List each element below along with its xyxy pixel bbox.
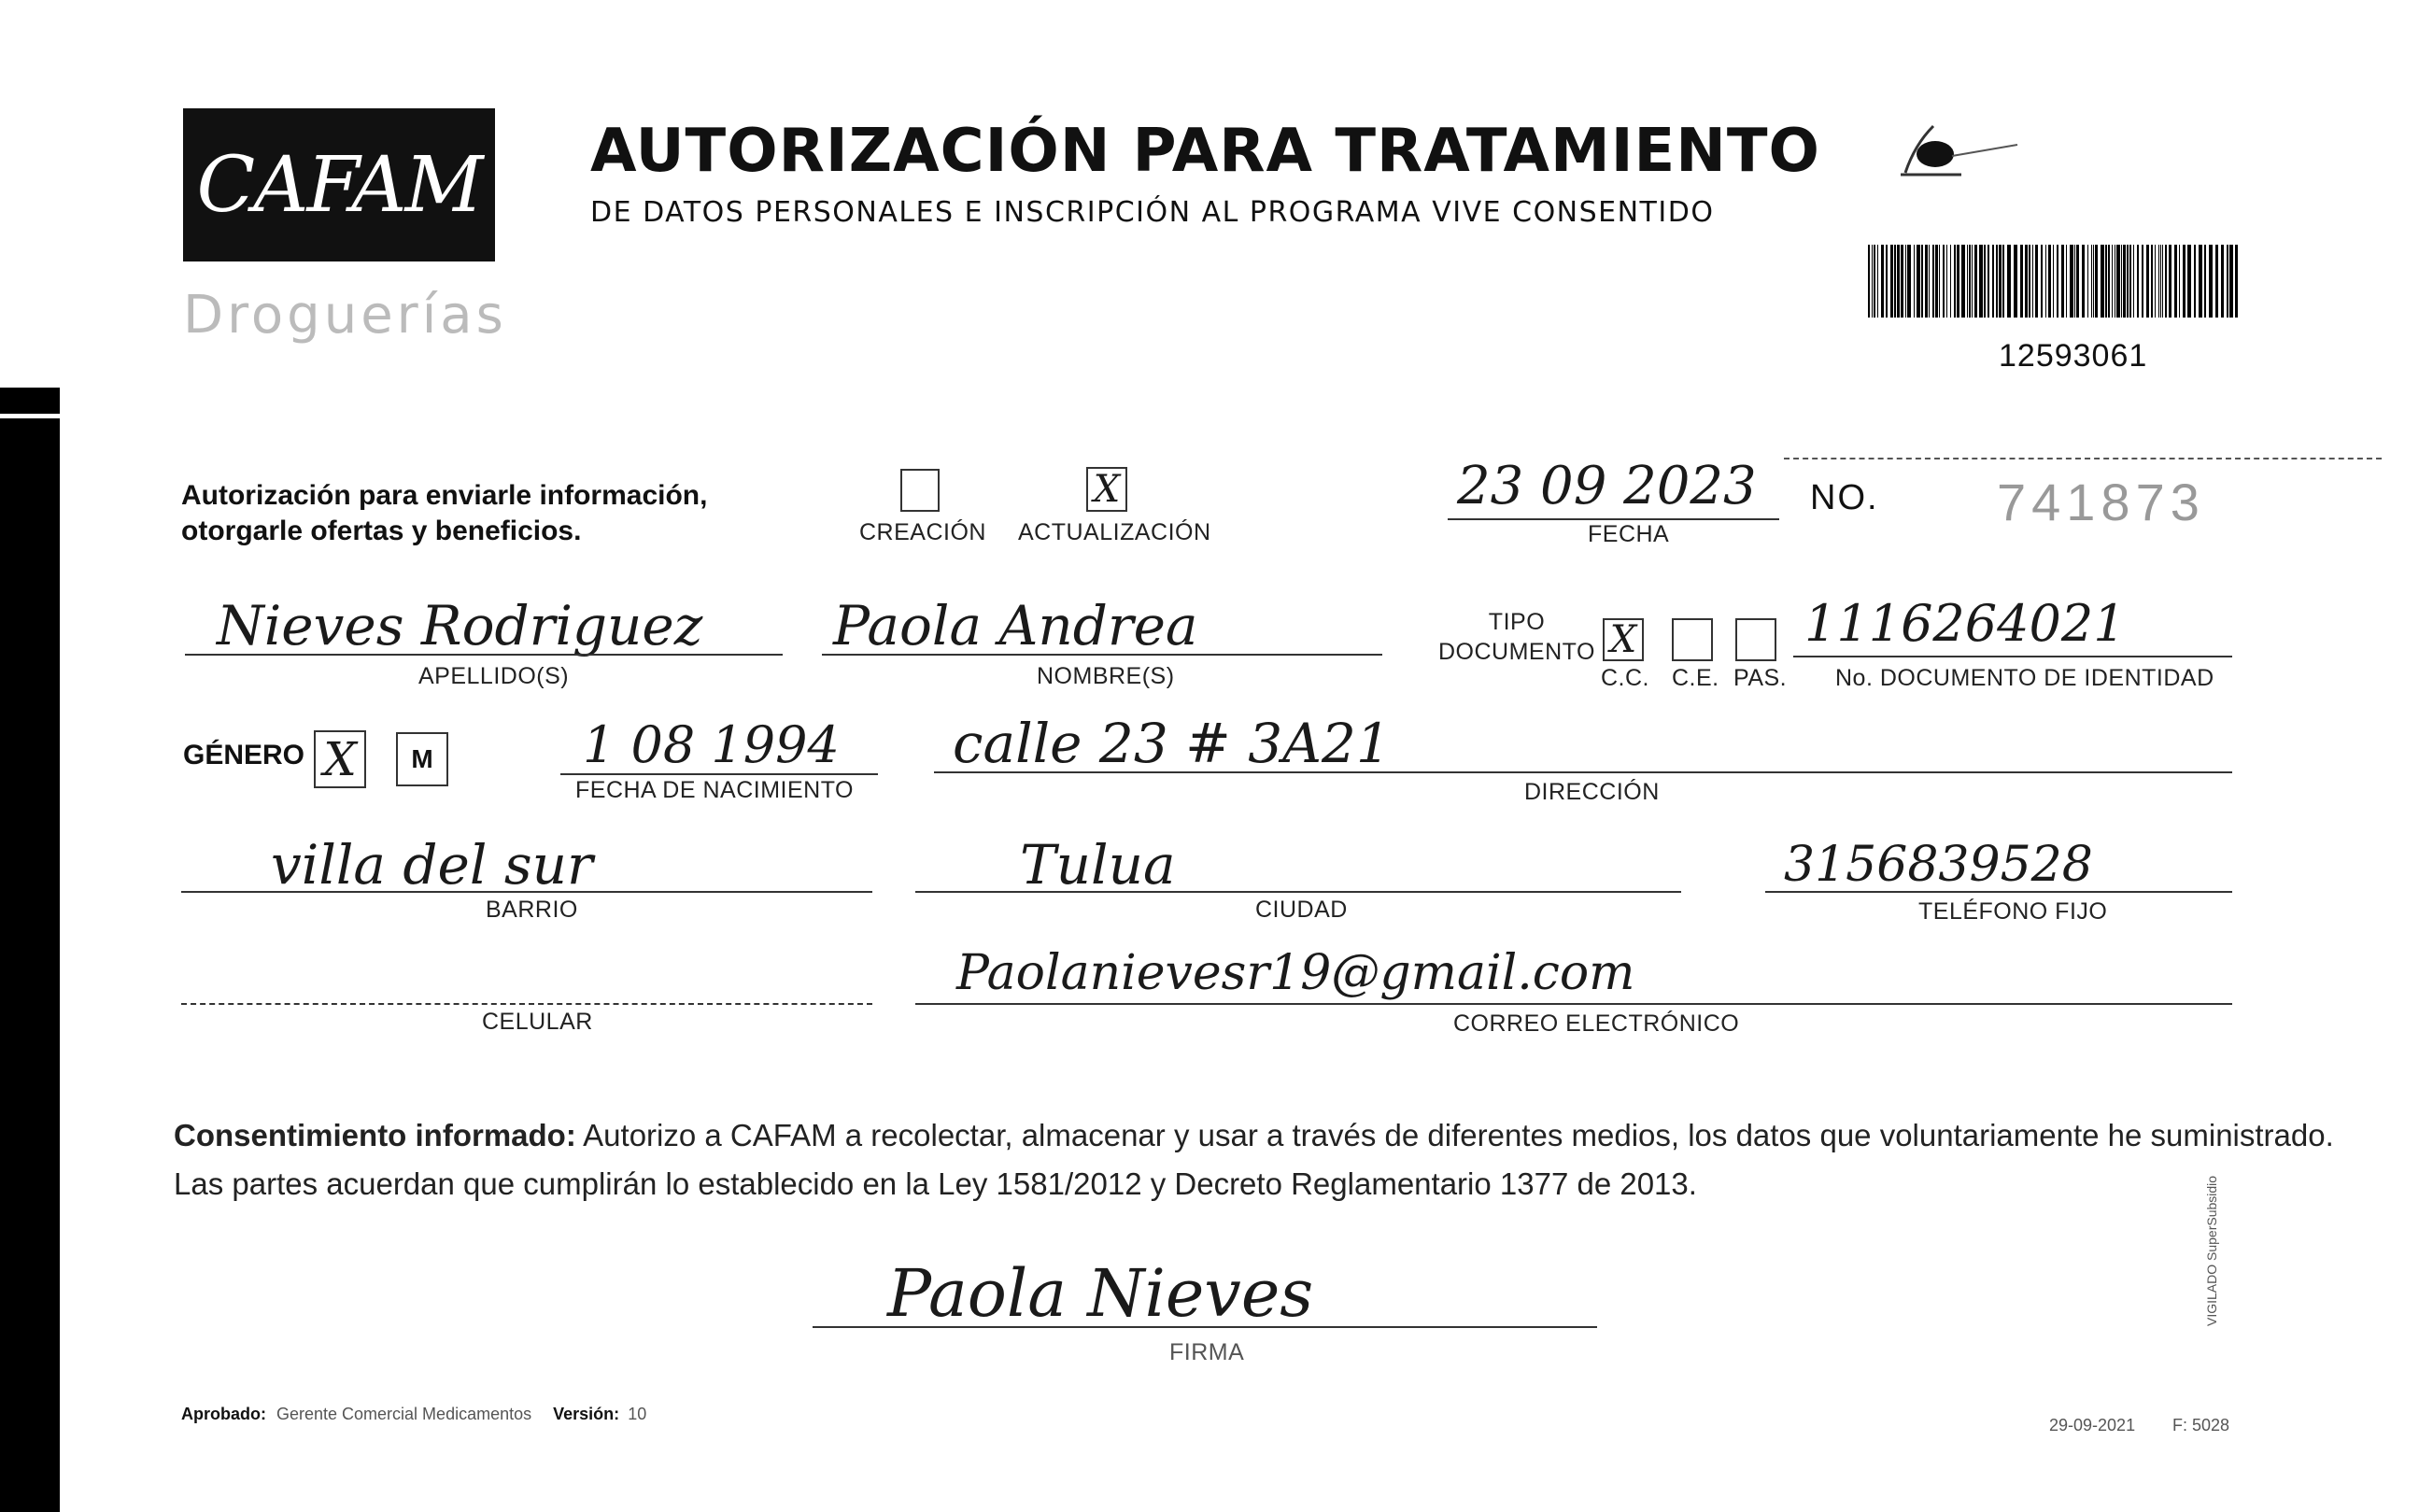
barcode-bar — [2187, 245, 2191, 318]
barcode-bar — [2123, 245, 2126, 318]
barcode-bar — [1917, 245, 1920, 318]
authorization-text-line1: Autorización para enviarle información, — [181, 480, 708, 511]
barcode-bar — [1901, 245, 1903, 318]
signature-line — [813, 1326, 1597, 1328]
barcode-bar — [1943, 245, 1945, 318]
barcode-bar — [1979, 245, 1983, 318]
barcode-bar — [1939, 245, 1940, 318]
logo-subtitle: Droguerías — [183, 285, 507, 346]
barcode-bar — [2194, 245, 2196, 318]
barcode-bar — [1868, 245, 1870, 318]
actualizacion-label: ACTUALIZACIÓN — [1018, 519, 1211, 545]
aprobado-label: Aprobado: — [181, 1405, 266, 1423]
page-subtitle: DE DATOS PERSONALES E INSCRIPCIÓN AL PROGRAMA VIVE CONSENTIDO — [590, 196, 1715, 229]
actualizacion-checkbox[interactable] — [1086, 467, 1127, 512]
barcode-bar — [2137, 245, 2139, 318]
barcode-bar — [1935, 245, 1938, 318]
consent-line2: Las partes acuerdan que cumplirán lo establecido en la Ley 1581/2012 y Decreto Reglamentario 1377 de 2013. — [174, 1166, 1697, 1201]
barcode-bar — [1961, 245, 1965, 318]
barcode-bar — [2057, 245, 2058, 318]
barcode-number: 12593061 — [1999, 338, 2148, 374]
barcode-bar — [1874, 245, 1875, 318]
barcode-bar — [2041, 245, 2043, 318]
version-label: Versión: — [553, 1405, 620, 1423]
ciudad-value: Tulua — [1020, 833, 1176, 897]
barcode-bar — [1999, 245, 2002, 318]
telefono-value: 3156839528 — [1784, 837, 2093, 893]
barcode-bar — [1972, 245, 1973, 318]
footer-date: 29-09-2021 — [2049, 1416, 2136, 1434]
barcode-bar — [2229, 245, 2233, 318]
apellidos-label: APELLIDO(S) — [418, 663, 570, 689]
barcode-bar — [1877, 245, 1878, 318]
barcode-bar — [2174, 245, 2177, 318]
barcode-bar — [2095, 245, 2098, 318]
genero-m-checkbox[interactable] — [396, 732, 448, 786]
barcode-bar — [1894, 245, 1896, 318]
signature-value: Paola Nieves — [887, 1255, 1314, 1332]
barcode-bar — [2133, 245, 2134, 318]
barcode-bar — [1974, 245, 1977, 318]
barcode-bar — [1969, 245, 1971, 318]
barcode-bar — [1914, 245, 1915, 318]
barcode-bar — [1957, 245, 1959, 318]
cc-label: C.C. — [1601, 665, 1649, 691]
barcode-bar — [2091, 245, 2092, 318]
correo-line — [915, 1003, 2232, 1005]
barcode-bar — [2146, 245, 2149, 318]
no-value: 741873 — [1997, 473, 2205, 531]
barcode — [1868, 245, 2242, 318]
ciudad-label: CIUDAD — [1255, 897, 1348, 923]
genero-f-mark: X — [323, 732, 357, 786]
barcode-bar — [1881, 245, 1884, 318]
barcode-bar — [2129, 245, 2131, 318]
cc-mark: X — [1609, 618, 1637, 661]
barcode-bar — [2108, 245, 2110, 318]
barcode-bar — [2151, 245, 2153, 318]
barcode-bar — [1907, 245, 1911, 318]
nombres-line — [822, 654, 1382, 656]
barcode-bar — [2215, 245, 2218, 318]
consent-text — [174, 1111, 2334, 1208]
barcode-bar — [2112, 245, 2113, 318]
barcode-bar — [2105, 245, 2107, 318]
ce-label: C.E. — [1672, 665, 1719, 691]
barcode-bar — [2045, 245, 2046, 318]
barcode-bar — [2035, 245, 2038, 318]
ce-checkbox[interactable] — [1672, 618, 1713, 661]
left-edge-bar — [0, 388, 60, 414]
barcode-bar — [2061, 245, 2064, 318]
direccion-label: DIRECCIÓN — [1524, 779, 1660, 805]
creacion-label: CREACIÓN — [859, 519, 986, 545]
barcode-bar — [2142, 245, 2143, 318]
version-value: 10 — [628, 1405, 647, 1423]
barcode-bar — [1996, 245, 1998, 318]
tipo-documento-label — [1438, 607, 1595, 667]
no-dashed-line — [1784, 458, 2382, 459]
barcode-bar — [2053, 245, 2054, 318]
correo-label: CORREO ELECTRÓNICO — [1453, 1010, 1740, 1037]
tipo-label-line1: TIPO — [1488, 609, 1546, 635]
barcode-bar — [2093, 245, 2094, 318]
nombres-value: Paola Andrea — [833, 594, 1198, 657]
barcode-bar — [2155, 245, 2156, 318]
barcode-bar — [1954, 245, 1956, 318]
correo-value: Paolanievesr19@gmail.com — [956, 945, 1635, 1001]
barcode-bar — [2179, 245, 2180, 318]
nacimiento-line — [560, 773, 878, 775]
fecha-line — [1448, 518, 1779, 520]
barcode-bar — [2165, 245, 2167, 318]
barrio-line — [181, 891, 872, 893]
barcode-bar — [2007, 245, 2011, 318]
barcode-bar — [1897, 245, 1900, 318]
barcode-bar — [2235, 245, 2238, 318]
nombres-label: NOMBRE(S) — [1037, 663, 1175, 689]
telefono-label: TELÉFONO FIJO — [1918, 898, 2108, 925]
footer-aprobado — [181, 1405, 646, 1424]
barcode-bar — [2074, 245, 2075, 318]
nacimiento-label: FECHA DE NACIMIENTO — [575, 777, 854, 803]
barcode-bar — [2029, 245, 2030, 318]
barcode-bar — [1929, 245, 1930, 318]
consent-text1: Autorizo a CAFAM a recolectar, almacenar y usar a través de diferentes medios, los datos que voluntariamente he suministrado. — [575, 1118, 2334, 1152]
celular-line — [181, 1003, 872, 1005]
genero-label: GÉNERO — [183, 740, 305, 770]
left-edge-bar — [0, 418, 60, 1512]
barcode-bar — [1950, 245, 1951, 318]
telefono-line — [1765, 891, 2232, 893]
consent-line1 — [174, 1111, 2334, 1160]
barcode-bar — [2183, 245, 2186, 318]
barcode-bar — [1921, 245, 1923, 318]
barcode-bar — [2158, 245, 2159, 318]
barcode-bar — [1984, 245, 1986, 318]
barcode-bar — [1905, 245, 1906, 318]
page-title: AUTORIZACIÓN PARA TRATAMIENTO — [590, 117, 1820, 186]
barcode-bar — [2127, 245, 2129, 318]
barcode-bar — [2121, 245, 2122, 318]
barcode-bar — [2032, 245, 2033, 318]
barcode-bar — [2116, 245, 2120, 318]
barcode-bar — [2101, 245, 2104, 318]
fecha-label: FECHA — [1588, 521, 1670, 547]
barcode-bar — [1946, 245, 1947, 318]
footer-form-code: F: 5028 — [2172, 1416, 2230, 1434]
barcode-bar — [1988, 245, 1989, 318]
barcode-bar — [2087, 245, 2088, 318]
barcode-bar — [1886, 245, 1888, 318]
pas-label: PAS. — [1733, 665, 1788, 691]
barcode-bar — [2199, 245, 2202, 318]
barcode-bar — [2227, 245, 2228, 318]
barcode-bar — [2082, 245, 2085, 318]
pas-checkbox[interactable] — [1735, 618, 1776, 661]
logo-text: CAFAM — [196, 140, 482, 230]
documento-label: No. DOCUMENTO DE IDENTIDAD — [1835, 665, 2214, 691]
barcode-bar — [2002, 245, 2004, 318]
cafam-logo — [183, 108, 495, 261]
barcode-bar — [2014, 245, 2017, 318]
fecha-value: 23 09 2023 — [1457, 456, 1757, 516]
barcode-bar — [2204, 245, 2206, 318]
barcode-bar — [2162, 245, 2163, 318]
emblem-icon — [1896, 107, 2027, 182]
documento-value: 1116264021 — [1804, 594, 2126, 653]
genero-f-checkbox[interactable] — [314, 730, 366, 788]
authorization-text-line2: otorgarle ofertas y beneficios. — [181, 516, 582, 546]
barcode-bar — [2169, 245, 2171, 318]
barcode-bar — [1932, 245, 1934, 318]
direccion-value: calle 23 # 3A21 — [953, 712, 1391, 775]
barcode-bar — [2025, 245, 2028, 318]
barcode-bar — [2076, 245, 2079, 318]
barcode-bar — [2160, 245, 2161, 318]
celular-label: CELULAR — [482, 1009, 593, 1035]
aprobado-value: Gerente Comercial Medicamentos — [276, 1405, 532, 1423]
consent-bold: Consentimiento informado: — [174, 1118, 576, 1152]
documento-line — [1793, 656, 2232, 657]
barcode-bar — [1925, 245, 1928, 318]
ciudad-line — [915, 891, 1681, 893]
direccion-line — [934, 771, 2232, 773]
barcode-bar — [2209, 245, 2213, 318]
barcode-bar — [1890, 245, 1893, 318]
barcode-bar — [2020, 245, 2023, 318]
nacimiento-value: 1 08 1994 — [583, 715, 840, 774]
signature-label: FIRMA — [1169, 1339, 1245, 1365]
barcode-bar — [1872, 245, 1873, 318]
barcode-bar — [1992, 245, 1994, 318]
barcode-bar — [1967, 245, 1968, 318]
tipo-label-line2: DOCUMENTO — [1438, 639, 1595, 665]
footer-side-text: VIGILADO SuperSubsidio — [2204, 1175, 2219, 1326]
authorization-text — [181, 478, 707, 549]
barcode-bar — [2048, 245, 2051, 318]
cc-checkbox[interactable] — [1603, 618, 1644, 661]
actualizacion-mark: X — [1093, 468, 1121, 511]
barcode-bar — [2066, 245, 2067, 318]
barcode-bar — [2221, 245, 2224, 318]
apellidos-value: Nieves Rodriguez — [217, 594, 703, 657]
apellidos-line — [185, 654, 783, 656]
barrio-value: villa del sur — [271, 833, 593, 897]
barcode-bar — [2070, 245, 2073, 318]
creacion-checkbox[interactable] — [900, 469, 940, 512]
no-label: NO. — [1810, 478, 1879, 517]
genero-m-label: M — [411, 744, 433, 773]
barrio-label: BARRIO — [486, 897, 578, 923]
